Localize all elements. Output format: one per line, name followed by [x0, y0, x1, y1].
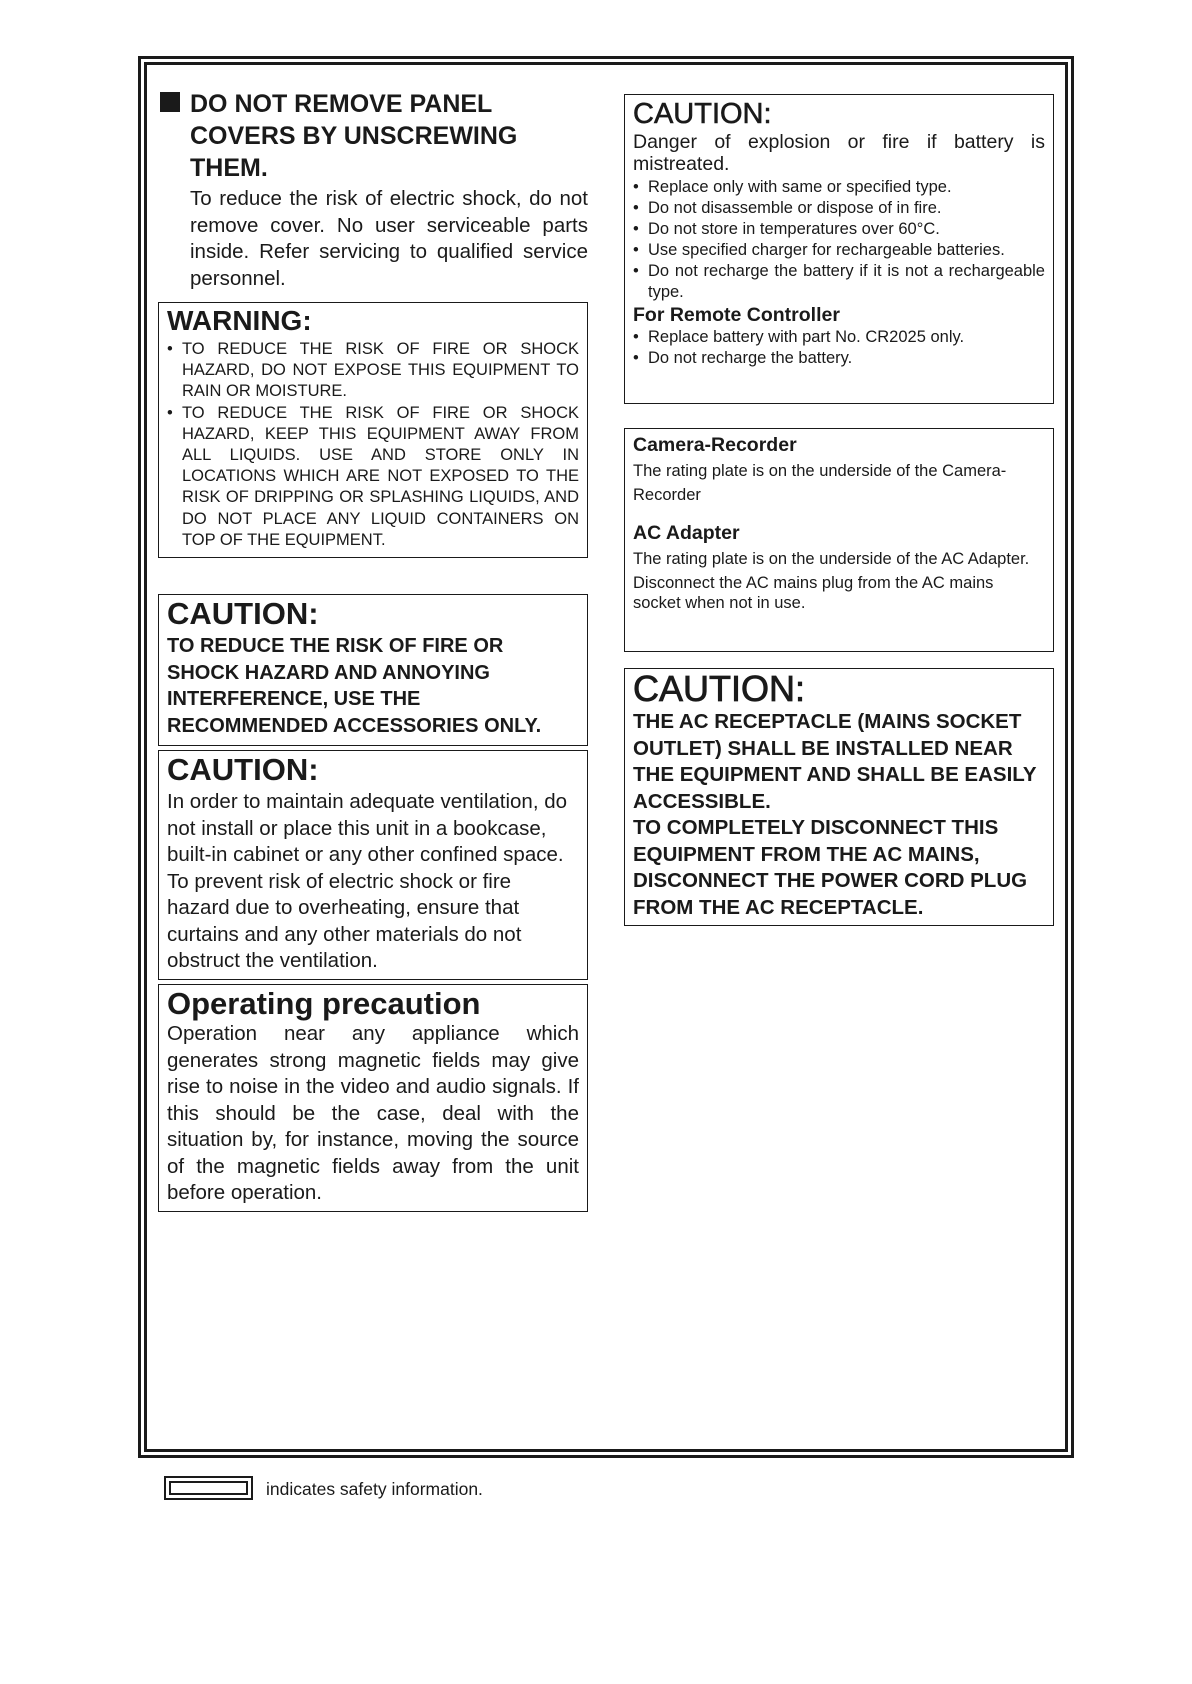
remote-item: • Replace battery with part No. CR2025 only. — [633, 327, 1045, 348]
caution-receptacle-heading: CAUTION: — [633, 668, 806, 709]
panel-notice-heading: DO NOT REMOVE PANEL COVERS BY UNSCREWING THEM. — [190, 90, 518, 182]
caution-ventilation-text: In order to maintain adequate ventilation, do not install or place this unit in a bookcase, built-in cabinet or any other confined space. To prevent risk of electric shock or fire hazard due to overheating, ensure that curtains and any other materials do not obstruct the ventilation. — [167, 790, 568, 972]
caution-battery-box — [624, 94, 1054, 404]
caution-accessories-heading: CAUTION: — [167, 596, 319, 631]
caution-accessories-box — [158, 594, 588, 746]
panel-notice-text: To reduce the risk of electric shock, do not remove cover. No user serviceable parts inside. Refer servicing to qualified service personnel. — [190, 187, 588, 290]
warning-heading: WARNING: — [167, 305, 312, 336]
panel-notice-section — [190, 88, 588, 292]
caution-battery-intro: Danger of explosion or fire if battery is mistreated. — [633, 131, 1045, 175]
operating-precaution-box — [158, 984, 588, 1212]
caution-battery-heading: CAUTION: — [633, 98, 772, 130]
battery-list — [633, 177, 1045, 303]
ac-adapter-note: Disconnect the AC mains plug from the AC mains socket when not in use. — [633, 574, 994, 612]
camera-recorder-heading: Camera-Recorder — [633, 434, 797, 456]
remote-list — [633, 327, 1045, 369]
legend-text: indicates safety information. — [266, 1479, 483, 1499]
caution-receptacle-text-1: THE AC RECEPTACLE (MAINS SOCKET OUTLET) SHALL BE INSTALLED NEAR THE EQUIPMENT AND SHALL BE EASILY ACCESSIBLE. — [633, 710, 1037, 813]
remote-item: • Do not recharge the battery. — [633, 348, 1045, 369]
caution-accessories-text: TO REDUCE THE RISK OF FIRE OR SHOCK HAZARD AND ANNOYING INTERFERENCE, USE THE RECOMMENDED ACCESSORIES ONLY. — [167, 635, 542, 737]
battery-item: • Do not recharge the battery if it is not a rechargeable type. — [633, 261, 1045, 303]
caution-receptacle-box — [624, 668, 1054, 926]
operating-precaution-text: Operation near any appliance which generates strong magnetic fields may give rise to noise in the video and audio signals. If this should be the case, deal with the situation by, for instance, moving the source of the magnetic fields away from the unit before operation. — [167, 1022, 579, 1204]
warning-item: • TO REDUCE THE RISK OF FIRE OR SHOCK HAZARD, KEEP THIS EQUIPMENT AWAY FROM ALL LIQUIDS. USE AND STORE ONLY IN LOCATIONS WHICH ARE NOT EXPOSED TO THE RISK OF DRIPPING OR SPLASHING LIQUIDS, AND DO NOT PLACE ANY LIQUID CONTAINERS ON TOP OF THE EQUIPMENT. — [167, 403, 579, 551]
operating-precaution-heading: Operating precaution — [167, 986, 481, 1021]
safety-frame-legend-icon — [164, 1476, 253, 1500]
ac-adapter-heading: AC Adapter — [633, 522, 740, 544]
warning-box — [158, 302, 588, 558]
battery-item: • Do not disassemble or dispose of in fire. — [633, 198, 1045, 219]
battery-item: • Replace only with same or specified type. — [633, 177, 1045, 198]
caution-ventilation-box — [158, 750, 588, 980]
warning-list — [167, 339, 579, 551]
warning-item: • TO REDUCE THE RISK OF FIRE OR SHOCK HAZARD, DO NOT EXPOSE THIS EQUIPMENT TO RAIN OR MOISTURE. — [167, 339, 579, 403]
battery-item: • Do not store in temperatures over 60°C. — [633, 219, 1045, 240]
camera-recorder-text: The rating plate is on the underside of the Camera-Recorder — [633, 462, 1007, 504]
caution-ventilation-heading: CAUTION: — [167, 752, 319, 787]
remote-controller-heading: For Remote Controller — [633, 304, 840, 326]
rating-plate-box — [624, 428, 1054, 652]
ac-adapter-text: The rating plate is on the underside of the AC Adapter. — [633, 550, 1030, 568]
battery-item: • Use specified charger for rechargeable batteries. — [633, 240, 1045, 261]
caution-receptacle-text-2: TO COMPLETELY DISCONNECT THIS EQUIPMENT FROM THE AC MAINS, DISCONNECT THE POWER CORD PLUG FROM THE AC RECEPTACLE. — [633, 816, 1028, 919]
black-square-icon — [160, 92, 180, 112]
